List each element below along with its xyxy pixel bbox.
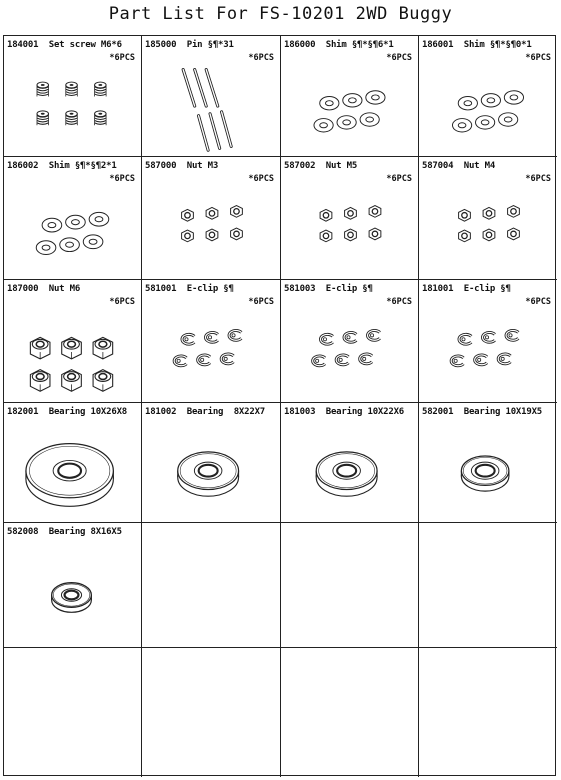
part-code: 581003 xyxy=(284,284,316,294)
shim-icon xyxy=(4,181,141,279)
nut-small-icon xyxy=(281,181,418,279)
part-label xyxy=(145,284,234,294)
part-label xyxy=(145,40,234,50)
part-cell xyxy=(419,403,557,523)
part-code: 185000 xyxy=(145,40,177,50)
shim-icon xyxy=(281,60,418,156)
part-cell xyxy=(419,280,557,403)
part-name: Nut M5 xyxy=(325,161,358,171)
part-cell xyxy=(4,280,142,403)
part-name: Bearing 10X19X5 xyxy=(463,407,543,417)
part-label xyxy=(284,40,394,50)
part-cell xyxy=(142,280,281,403)
part-cell xyxy=(419,36,557,157)
part-code: 582001 xyxy=(422,407,454,417)
part-name: E-clip §¶ xyxy=(186,284,234,294)
part-label xyxy=(422,407,542,417)
part-label xyxy=(7,407,127,417)
part-label xyxy=(7,527,122,537)
part-name: Shim §¶*§¶0*1 xyxy=(463,40,532,50)
eclip-icon xyxy=(142,304,280,402)
empty-cell xyxy=(142,648,281,777)
part-cell xyxy=(4,157,142,280)
part-name: Set screw M6*6 xyxy=(48,40,122,50)
part-label xyxy=(284,407,404,417)
set-screw-icon xyxy=(4,60,141,156)
part-quantity: *6PCS xyxy=(525,53,551,63)
part-name: Shim §¶*§¶2*1 xyxy=(48,161,117,171)
nut-small-icon xyxy=(419,181,557,279)
part-code: 587002 xyxy=(284,161,316,171)
part-code: 587004 xyxy=(422,161,454,171)
nut-small-icon xyxy=(142,181,280,279)
empty-cell xyxy=(281,648,419,777)
part-cell xyxy=(4,523,142,648)
bearing-s-icon xyxy=(4,547,141,647)
part-quantity: *6PCS xyxy=(386,297,412,307)
part-cell xyxy=(281,403,419,523)
part-label xyxy=(7,161,117,171)
part-name: E-clip §¶ xyxy=(463,284,511,294)
part-name: Nut M4 xyxy=(463,161,496,171)
part-label xyxy=(422,40,532,50)
empty-cell xyxy=(419,648,557,777)
part-code: 582008 xyxy=(7,527,39,537)
parts-grid xyxy=(3,35,556,776)
part-quantity: *6PCS xyxy=(525,297,551,307)
empty-cell xyxy=(281,523,419,648)
part-cell xyxy=(4,403,142,523)
part-label xyxy=(7,40,122,50)
part-cell xyxy=(419,157,557,280)
empty-cell xyxy=(419,523,557,648)
empty-cell xyxy=(142,523,281,648)
part-cell xyxy=(142,403,281,523)
part-name: Bearing 10X26X8 xyxy=(48,407,128,417)
part-code: 182001 xyxy=(7,407,39,417)
part-cell xyxy=(281,280,419,403)
part-quantity: *6PCS xyxy=(525,174,551,184)
eclip-icon xyxy=(281,304,418,402)
part-quantity: *6PCS xyxy=(109,174,135,184)
part-name: E-clip §¶ xyxy=(325,284,373,294)
part-quantity: *6PCS xyxy=(248,174,274,184)
pin-icon xyxy=(142,60,280,156)
part-code: 181002 xyxy=(145,407,177,417)
part-name: Bearing 10X22X6 xyxy=(325,407,405,417)
part-name: Pin §¶*31 xyxy=(186,40,234,50)
bearing-l-icon xyxy=(142,427,280,522)
empty-cell xyxy=(4,648,142,777)
part-code: 181001 xyxy=(422,284,454,294)
part-cell xyxy=(281,36,419,157)
part-quantity: *6PCS xyxy=(386,53,412,63)
part-code: 186001 xyxy=(422,40,454,50)
part-quantity: *6PCS xyxy=(109,297,135,307)
part-name: Nut M6 xyxy=(48,284,81,294)
bearing-xl-icon xyxy=(4,427,141,522)
part-cell xyxy=(142,36,281,157)
part-quantity: *6PCS xyxy=(109,53,135,63)
part-label xyxy=(284,161,357,171)
part-quantity: *6PCS xyxy=(386,174,412,184)
part-label xyxy=(145,161,218,171)
part-code: 184001 xyxy=(7,40,39,50)
part-code: 186002 xyxy=(7,161,39,171)
part-label xyxy=(7,284,80,294)
part-cell xyxy=(281,157,419,280)
bearing-l-icon xyxy=(281,427,418,522)
part-code: 186000 xyxy=(284,40,316,50)
part-code: 587000 xyxy=(145,161,177,171)
part-code: 187000 xyxy=(7,284,39,294)
part-label xyxy=(422,161,495,171)
shim-icon xyxy=(419,60,557,156)
part-cell xyxy=(4,36,142,157)
part-name: Shim §¶*§¶6*1 xyxy=(325,40,394,50)
part-quantity: *6PCS xyxy=(248,53,274,63)
part-name: Bearing 8X22X7 xyxy=(186,407,266,417)
part-label xyxy=(145,407,265,417)
part-name: Bearing 8X16X5 xyxy=(48,527,122,537)
part-code: 181003 xyxy=(284,407,316,417)
eclip-icon xyxy=(419,304,557,402)
part-cell xyxy=(142,157,281,280)
bearing-m-icon xyxy=(419,427,557,522)
page-title: Part List For FS-10201 2WD Buggy xyxy=(108,4,453,24)
part-label xyxy=(284,284,373,294)
part-quantity: *6PCS xyxy=(248,297,274,307)
part-name: Nut M3 xyxy=(186,161,219,171)
part-code: 581001 xyxy=(145,284,177,294)
part-label xyxy=(422,284,511,294)
nut-large-icon xyxy=(4,304,141,402)
